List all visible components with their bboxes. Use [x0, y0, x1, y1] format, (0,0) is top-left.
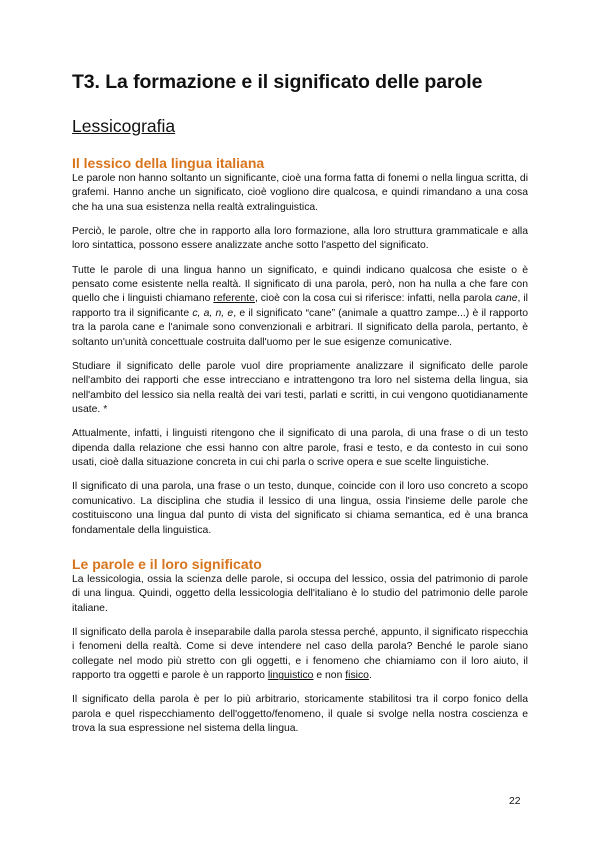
section-heading-lessico: Il lessico della lingua italiana — [72, 155, 265, 171]
text-run: . — [368, 670, 372, 682]
letters-term: c, a, n, e — [192, 307, 234, 319]
linguistico-term: linguistico — [267, 670, 314, 682]
paragraph: Studiare il significato delle parole vuol dire propriamente analizzare il significato delle parole nell'ambito dei rapporti che esse intrecciano e intrattengono tra loro nel sistema della lingua, sia nell'ambito del lessico sia nella realtà dei vari testi, parlati e scritti, in cui vengono quotidianamente usate. * — [72, 360, 528, 416]
paragraph — [72, 264, 528, 350]
paragraph: Il significato della parola è per lo più arbitrario, storicamente stabilitosi tra il corpo fonico della parola e quel rispecchiamento dell'oggetto/fenomeno, il quale si svolge nella nostra coscienza e trova la sua espressione nel sistema della lingua. — [72, 694, 528, 735]
text-run: e non — [313, 670, 346, 682]
paragraph: Perciò, le parole, oltre che in rapporto alla loro formazione, alla loro struttura grammaticale e alla loro sintattica, possono essere analizzate anche sotto l'aspetto del significato. — [72, 226, 528, 252]
cane-term: cane — [494, 293, 518, 305]
paragraph: La lessicologia, ossia la scienza delle parole, si occupa del lessico, ossia del patrimonio di parole di una lingua. Quindi, oggetto della lessicologia dell'italiano è lo studio del patrimonio delle parole italiane. — [72, 573, 528, 614]
paragraph: Attualmente, infatti, i linguisti ritengono che il significato di una parola, di una frase o di un testo dipenda dalla relazione che essi hanno con altre parole, frasi e testo, e da contesto in cui sono usati, cioè dalla situazione concreta in cui chi parla o scrive opera e sue scelte linguistiche. — [72, 428, 528, 469]
paragraph: Le parole non hanno soltanto un significante, cioè una forma fatta di fonemi o nella lingua scritta, di grafemi. Hanno anche un significato, cioè vogliono dire qualcosa, e quindi rimandano a una cosa che ha una sua esistenza nella realtà extralinguistica. — [72, 173, 528, 213]
page-number: 22 — [509, 796, 521, 807]
document-title: T3. La formazione e il significato delle parole — [72, 71, 483, 93]
document-page — [72, 70, 528, 737]
referente-term: referente — [213, 293, 255, 305]
text-run: , il rapporto tra il significante — [72, 293, 528, 319]
text-run: Il significato della parola è inseparabile dalla parola stessa perché, appunto, il significato rispecchia i fenomeni della realtà. Come si deve intendere nel caso della parola? Benché le parole siano collegate nel modo più stretto con gli oggetti, e i fenomeno che chiamiamo con il loro aiuto, il rapporto tra oggetti e parole è un rapporto — [72, 626, 528, 682]
document-subtitle: Lessicografia — [72, 116, 176, 136]
text-run: , e il significato “cane” (animale a quattro zampe...) è il rapporto tra la parola cane e l'animale sono convenzionali e arbitrari. Il significato della parola, pertanto, è soltanto un'unità concettuale costruita dall'uomo per le sue esigenze comunicative. — [72, 307, 528, 348]
text-run: , cioè con la cosa cui si riferisce: infatti, nella parola — [254, 293, 495, 305]
paragraph — [72, 626, 528, 684]
text-run: Tutte le parole di una lingua hanno un significato, e quindi indicano qualcosa che esiste o è pensato come esistente nella realtà. Il significato di una parola, però, non ha nulla a che fare con quello che i linguisti chiamano — [72, 264, 528, 305]
section-heading-parole: Le parole e il loro significato — [72, 555, 262, 572]
paragraph: Il significato di una parola, una frase o un testo, dunque, coincide con il loro uso concreto a scopo comunicativo. La disciplina che studia il lessico di una lingua, ossia l'insieme delle parole che costituiscono una lingua dal punto di vista del significato si chiama semantica, ed è una branca fondamentale della linguistica. — [72, 481, 528, 536]
fisico-term: fisico — [345, 670, 369, 682]
